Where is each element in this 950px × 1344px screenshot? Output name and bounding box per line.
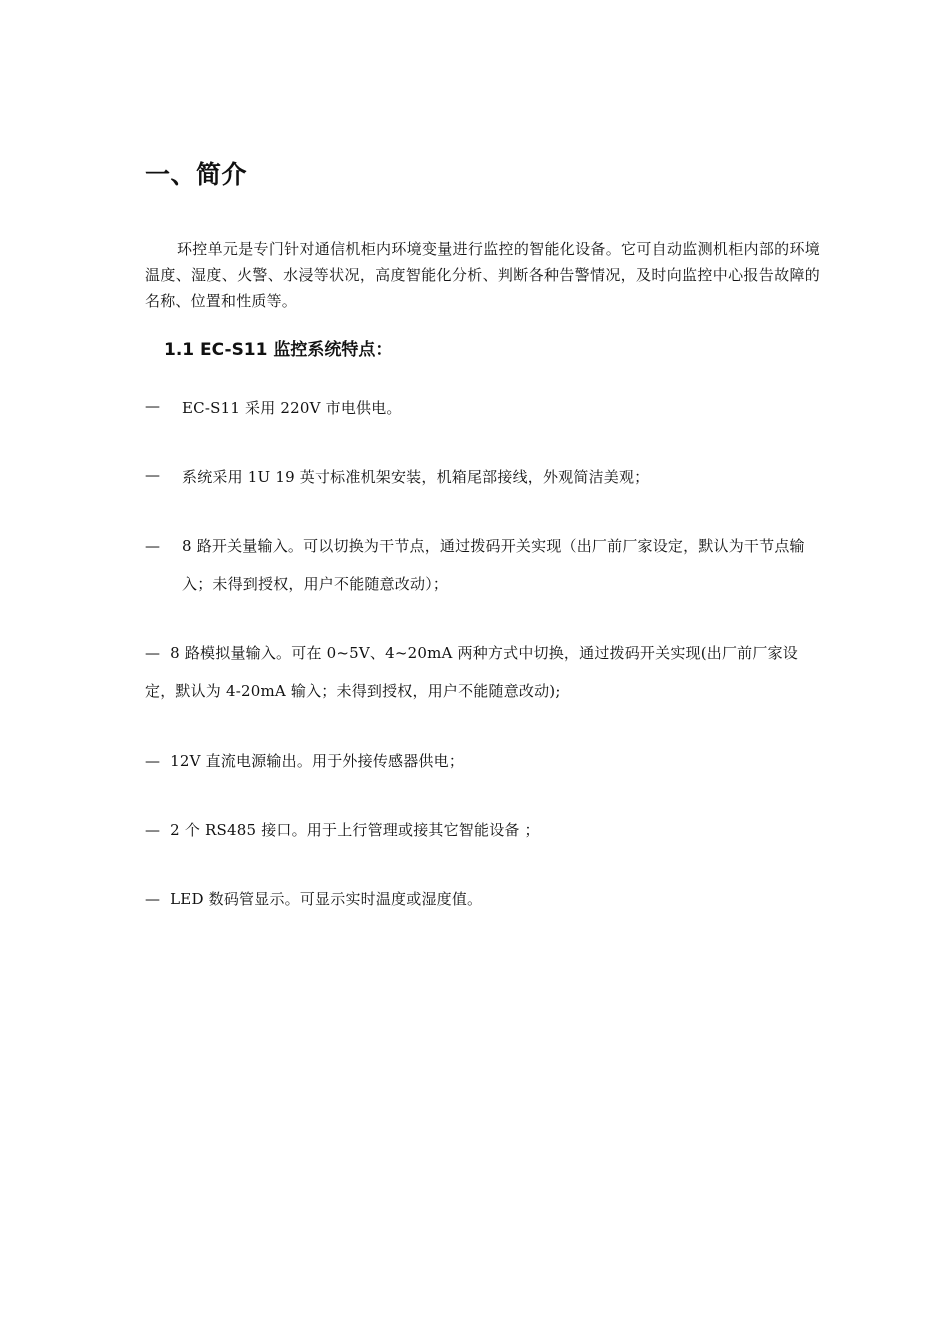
- list-item-text: 8 路开关量输入。可以切换为干节点，通过拨码开关实现（出厂前厂家设定，默认为干节点输入；未得到授权，用户不能随意改动）；: [182, 537, 805, 593]
- list-item: [145, 634, 821, 710]
- dash-bullet: —: [145, 821, 161, 839]
- dash-bullet: —: [145, 537, 161, 555]
- section-title: 一、简介: [145, 160, 248, 189]
- intro-paragraph: 环控单元是专门针对通信机柜内环境变量进行监控的智能化设备。它可自动监测机柜内部的环境温度、湿度、火警、水浸等状况，高度智能化分析、判断各种告警情况，及时向监控中心报告故障的名称、位置和性质等。: [145, 240, 820, 310]
- list-item: [145, 527, 821, 603]
- list-item-text: LED 数码管显示。可显示实时温度或湿度值。: [170, 890, 483, 908]
- list-item: [145, 819, 821, 840]
- list-item-text: EC-S11 采用 220V 市电供电。: [182, 399, 402, 417]
- list-item: [145, 466, 821, 487]
- dash-bullet: —: [145, 644, 161, 662]
- list-item-text: 系统采用 1U 19 英寸标准机架安装，机箱尾部接线，外观简洁美观；: [182, 468, 650, 486]
- list-item: [145, 750, 821, 771]
- list-item: [145, 397, 821, 418]
- subsection-title: 1.1 EC-S11 监控系统特点：: [164, 340, 393, 360]
- list-item: [145, 888, 821, 909]
- dash-bullet: —: [145, 752, 161, 770]
- dash-bullet: —: [145, 397, 161, 415]
- dash-bullet: —: [145, 466, 161, 484]
- list-item-text: 2 个 RS485 接口。用于上行管理或接其它智能设备 ；: [170, 821, 540, 839]
- dash-bullet: —: [145, 890, 161, 908]
- list-item-text: 12V 直流电源输出。用于外接传感器供电；: [170, 752, 465, 770]
- list-item-text: 8 路模拟量输入。可在 0~5V、4~20mA 两种方式中切换，通过拨码开关实现(出厂前厂家设定，默认为 4-20mA 输入；未得到授权，用户不能随意改动);: [145, 644, 798, 700]
